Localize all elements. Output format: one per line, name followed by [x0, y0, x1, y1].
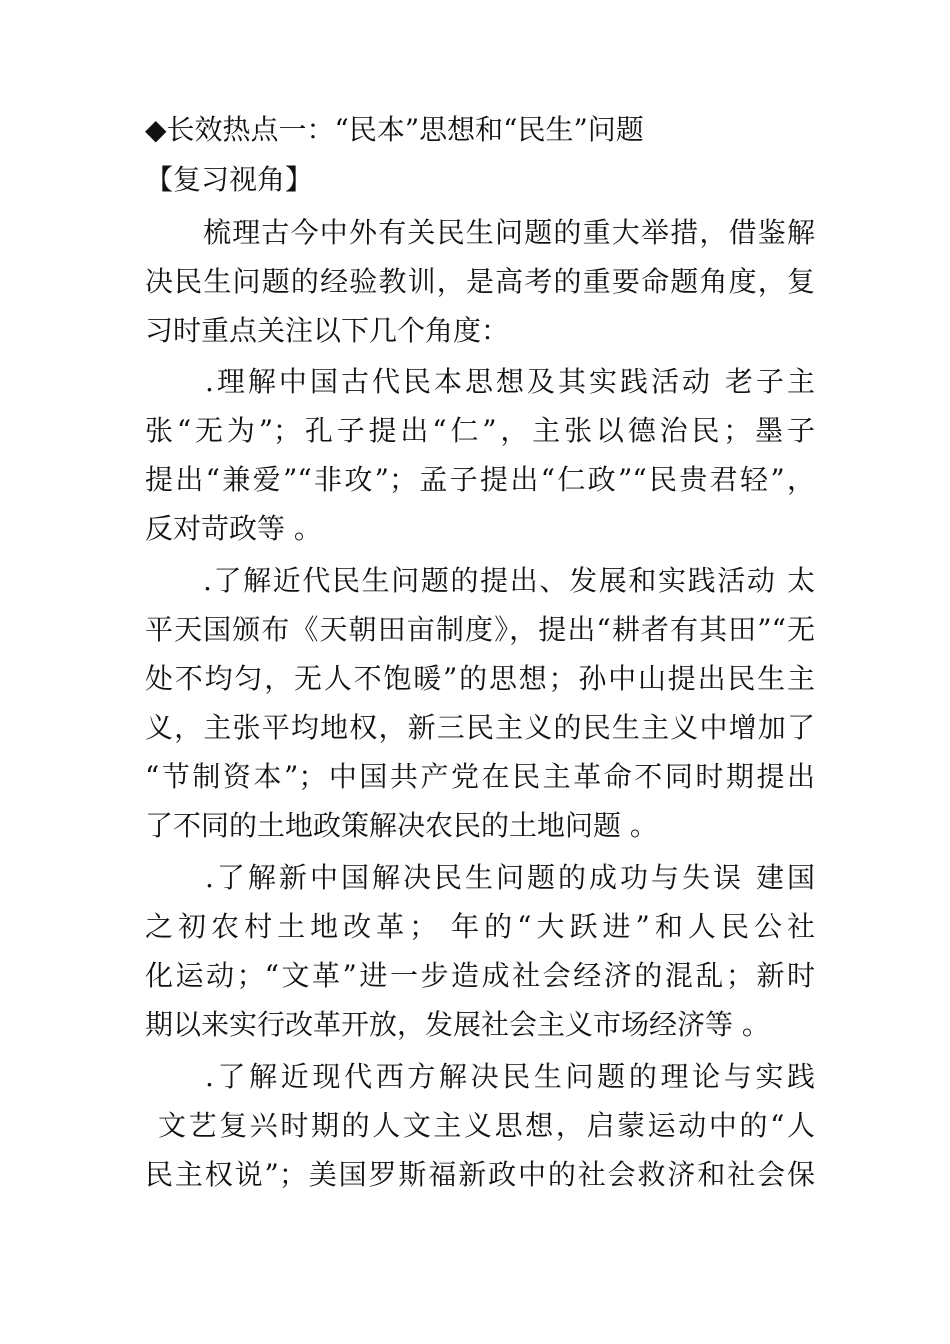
point1-line-4: 反对苛政等 。 — [145, 512, 322, 545]
point3-line-3: 化运动；“文革”进一步造成社会经济的混乱；新时 — [145, 959, 815, 992]
point2-line-5: “节制资本”；中国共产党在民主革命不同时期提出 — [145, 760, 815, 793]
intro-line-2: 决民生问题的经验教训，是高考的重要命题角度，复 — [145, 265, 815, 298]
point4-line-1: .了解近现代西方解决民生问题的理论与实践 — [205, 1060, 815, 1093]
point4-line-3: 民主权说”；美国罗斯福新政中的社会救济和社会保 — [145, 1158, 815, 1191]
point2-line-2: 平天国颁布《天朝田亩制度》，提出“耕者有其田”“无 — [145, 613, 815, 646]
heading-title: 长效热点一：“民本”思想和“民生”问题 — [166, 113, 644, 146]
point1-line-3: 提出“兼爱”“非攻”；孟子提出“仁政”“民贵君轻”， — [145, 463, 815, 496]
point1-line-2: 张“无为”；孔子提出“仁”，主张以德治民；墨子 — [145, 414, 815, 447]
point1-line-1: .理解中国古代民本思想及其实践活动 老子主 — [205, 365, 815, 398]
point4-line-2: 文艺复兴时期的人文主义思想，启蒙运动中的“人 — [158, 1109, 815, 1142]
point2-line-3: 处不均匀，无人不饱暖”的思想；孙中山提出民生主 — [145, 662, 815, 695]
section-label: 【复习视角】 — [145, 163, 314, 196]
point2-line-1: .了解近代民生问题的提出、发展和实践活动 太 — [203, 564, 815, 597]
point3-line-4: 期以来实行改革开放，发展社会主义市场经济等 。 — [145, 1008, 770, 1041]
point3-line-1: .了解新中国解决民生问题的成功与失误 建国 — [205, 861, 815, 894]
intro-line-3: 习时重点关注以下几个角度： — [145, 314, 510, 347]
heading — [145, 110, 815, 150]
intro-line-1: 梳理古今中外有关民生问题的重大举措，借鉴解 — [203, 216, 815, 249]
point3-line-2: 之初农村土地改革； 年的“大跃进”和人民公社 — [145, 910, 815, 943]
diamond-bullet-icon: ◆ — [145, 113, 167, 146]
point2-line-6: 了不同的土地政策解决农民的土地问题 。 — [145, 809, 658, 842]
point2-line-4: 义，主张平均地权，新三民主义的民生主义中增加了 — [145, 711, 815, 744]
